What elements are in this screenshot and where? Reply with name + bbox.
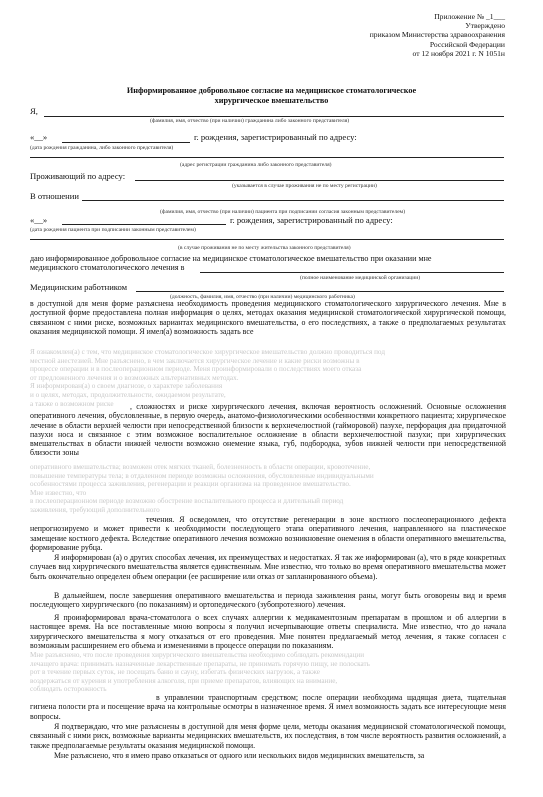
- worker-caption: (должность, фамилия, имя, отчество (при наличии) медицинского работника): [170, 294, 355, 300]
- dob-caption: (дата рождения гражданина, либо законного представителя): [30, 145, 174, 151]
- paragraph-4: Я информирован (а) о других способах лечения, их преимуществах и недостатках. Я так же информирован (а), что в ряде конкретных случаев вид хирургического вмешательства является единственным. Мне известно, что только во время оперативного вмешательства может быть окончательно определен объем операции (ее расширение или отказ от запланированного объема).: [30, 553, 506, 581]
- faded-line: воздержаться от курения и употребления алкоголя, при приеме препаратов, влияющих на внимание,: [30, 676, 338, 685]
- faded-line: в послеоперационном периоде возможно обострение воспалительного процесса и длительный период: [30, 497, 344, 506]
- faded-line: оперативного вмешательства; возможен отек мягких тканей, болезненность в области операции, кровотечение,: [30, 463, 371, 471]
- patient-address-caption: (в случае проживания не по месту жительства законного представителя): [178, 245, 351, 251]
- faded-line: от предложенного лечения и о возможных альтернативных методах.: [30, 373, 239, 382]
- living-caption: (указывается в случае проживания не по месту регистрации): [232, 183, 377, 189]
- order-label: приказом Министерства здравоохранения: [369, 30, 505, 40]
- appendix-number: Приложение № _1___: [434, 12, 505, 21]
- patient-caption: (фамилия, имя, отчество (при наличии) пациента при подписании согласия законным представителем): [160, 209, 406, 215]
- faded-line: заживления, требующий дополнительного: [30, 505, 160, 514]
- paragraph-5: В дальнейшем, после завершения оперативного вмешательства и периода заживления раны, могут быть оговорены вид и время последующего хирургического (по показаниям) и ортопедического (зубопротезного) лечения.: [30, 591, 506, 610]
- consent-line-2: медицинского стоматологического лечения в: [30, 263, 185, 272]
- regarding-label: В отношении: [30, 191, 79, 201]
- dob2-caption: (дата рождения пациента при подписании законным представителем): [30, 227, 196, 233]
- organization-caption: (полное наименование медицинской организации): [300, 275, 421, 281]
- faded-line: Мне разъяснено, что после проведения хирургического вмешательства необходимо соблюдать рекомендации: [30, 651, 365, 659]
- paragraph-1: в доступной для меня форме разъяснена необходимость проведения медицинского стоматологического хирургического лечения. Мне в доступной форме предоставлена полная информация о целях, методах оказания медицинской стоматологической хирургической помощи, связанном с ними риске, возможных вариантах медицинского вмешательства, о его последствиях, а также о предполагаемых результатах оказания медицинской помощи. Я имел(а) возможность задать все: [30, 299, 506, 336]
- paragraph-9: Мне разъяснено, что я имею право отказаться от одного или нескольких видов медицинских вмешательств, за: [54, 751, 425, 760]
- faded-line: процессе операции и в послеоперационном периоде. Меня проинформировали о последствиях моего отказа: [30, 365, 362, 374]
- approved-label: Утверждено: [465, 21, 505, 31]
- dob2-line[interactable]: [62, 224, 226, 225]
- worker-label: Медицинским работником: [30, 282, 128, 292]
- document-title: [60, 86, 483, 106]
- worker-line[interactable]: [136, 291, 504, 292]
- title-line-1: Информированное добровольное согласие на медицинское стоматологическое: [126, 86, 417, 95]
- consent-line-1: даю информированное добровольное согласие на медицинское стоматологическое вмешательство при оказании мне: [30, 254, 432, 263]
- faded-block-3: [30, 651, 506, 694]
- patient-address-line[interactable]: [30, 239, 504, 240]
- order-date: от 12 ноября 2021 г. N 1051н: [412, 48, 505, 58]
- country-label: Российской Федерации: [429, 39, 505, 49]
- dob2-open: «__»: [30, 215, 48, 225]
- faded-line: а также о возможном риске: [30, 399, 114, 408]
- faded-line: местной анестезией. Мне разъяснено, в чем заключается хирургическое лечение и какие риски возможны в: [30, 356, 360, 365]
- reg-address-line[interactable]: [30, 157, 504, 158]
- faded-block-1: [30, 348, 506, 408]
- dob-open: «__»: [30, 132, 48, 142]
- reg-address-caption: (адрес регистрации гражданина либо законного представителя): [180, 162, 332, 168]
- faded-line: повышение температуры тела; в отдаленном периоде возможны осложнения, обусловленные индивидуальными: [30, 471, 374, 480]
- faded-line: соблюдать осторожность: [30, 685, 107, 694]
- approval-header: [285, 12, 505, 58]
- title-line-2: хирургическое вмешательство: [214, 96, 329, 105]
- faded-line: Я информирован(а) о своем диагнозе, о характере заболевания: [30, 382, 223, 391]
- dob-line[interactable]: [62, 142, 190, 143]
- paragraph-2: , сложностях и риске хирургического лечения, включая вероятность осложнений. Основные осложнения оперативного лечения, обусловленные, в первую очередь, анатомо-физиологическими особенностями конкретного пациента; хирургическое лечение в области верхней челюсти при непосредственной близости к верхнечелюстной (гайморовой) пазухе, перфорация дна придаточной пазухи носа и связанное с этим возможное воспалительное осложнение в области верхнечелюстной пазухи; при хирургических вмешательствах в области нижней челюсти возможно онемение языка, губ, подбородка, зубов нижней челюсти при непосредственной близости зоны: [30, 402, 506, 458]
- i-label: Я,: [30, 106, 38, 116]
- born-registered-label: г. рождения, зарегистрированный по адресу:: [194, 132, 357, 142]
- faded-line: рот в течение первых суток, не посещать баню и сауну, избегать физических нагрузок, а также: [30, 668, 320, 677]
- faded-block-2: [30, 463, 506, 515]
- paragraph-6: Я проинформировал врача-стоматолога о всех случаях аллергии к медикаментозным препаратам в прошлом и об аллергии в настоящее время. На все поставленные мною вопросы я получил исчерпывающие ответы специалиста. Мне известно, что до начала хирургического вмешательства я могу отказаться от его проведения. Мне понятен предлагаемый метод лечения, я также согласен с возможным расширением его объема и изменениями в процессе операции по показаниям.: [30, 613, 506, 650]
- organization-line[interactable]: [200, 272, 504, 273]
- faded-line: Мне известно, что: [30, 488, 87, 497]
- faded-line: особенностями процесса заживления, регенерации и реакции организма на проведенное вмешательство.: [30, 480, 351, 489]
- patient-line[interactable]: [82, 200, 504, 201]
- faded-line: и о целях, методах, продолжительности, ожидаемом результате,: [30, 390, 226, 399]
- paragraph-3: течения. Я осведомлен, что отсутствие регенерации в зоне костного послеоперационного дефекта непрогнозируемо и может привести к необходимости последующего этапа оперативного лечения, направленного на пластическое замещение костного дефекта. Вследствие оперативного лечения возможно возникновение онемения в области оперативного вмешательства, формирование рубца.: [30, 515, 506, 552]
- living-line[interactable]: [135, 180, 504, 181]
- fio-caption: (фамилия, имя, отчество (при наличии) гражданина либо законного представителя): [150, 118, 350, 124]
- born-registered-label-2: г. рождения, зарегистрированный по адресу:: [230, 215, 393, 225]
- paragraph-8: Я подтверждаю, что мне разъяснены в доступной для меня форме цели, методы оказания медицинской стоматологической помощи, связанный с ними риск, возможные варианты медицинских вмешательств, их последствия, в том числе вероятность развития осложнений, а также предполагаемые результаты оказания медицинской помощи.: [30, 722, 506, 750]
- faded-line: лечащего врача: принимать назначенные лекарственные препараты, не принимать горячую пищу, не полоскать: [30, 659, 370, 668]
- faded-line: Я ознакомлен(а) с тем, что медицинское стоматологическое хирургическое вмешательство должно проводиться под: [30, 348, 385, 356]
- fio-line[interactable]: [44, 116, 504, 117]
- paragraph-7: в управлении транспортным средством; после операции необходима щадящая диета, тщательная гигиена полости рта и посещение врача на контрольные осмотры в назначенное время. Я имел возможность задать все интересующие меня вопросы.: [30, 693, 506, 721]
- living-label: Проживающий по адресу:: [30, 171, 126, 181]
